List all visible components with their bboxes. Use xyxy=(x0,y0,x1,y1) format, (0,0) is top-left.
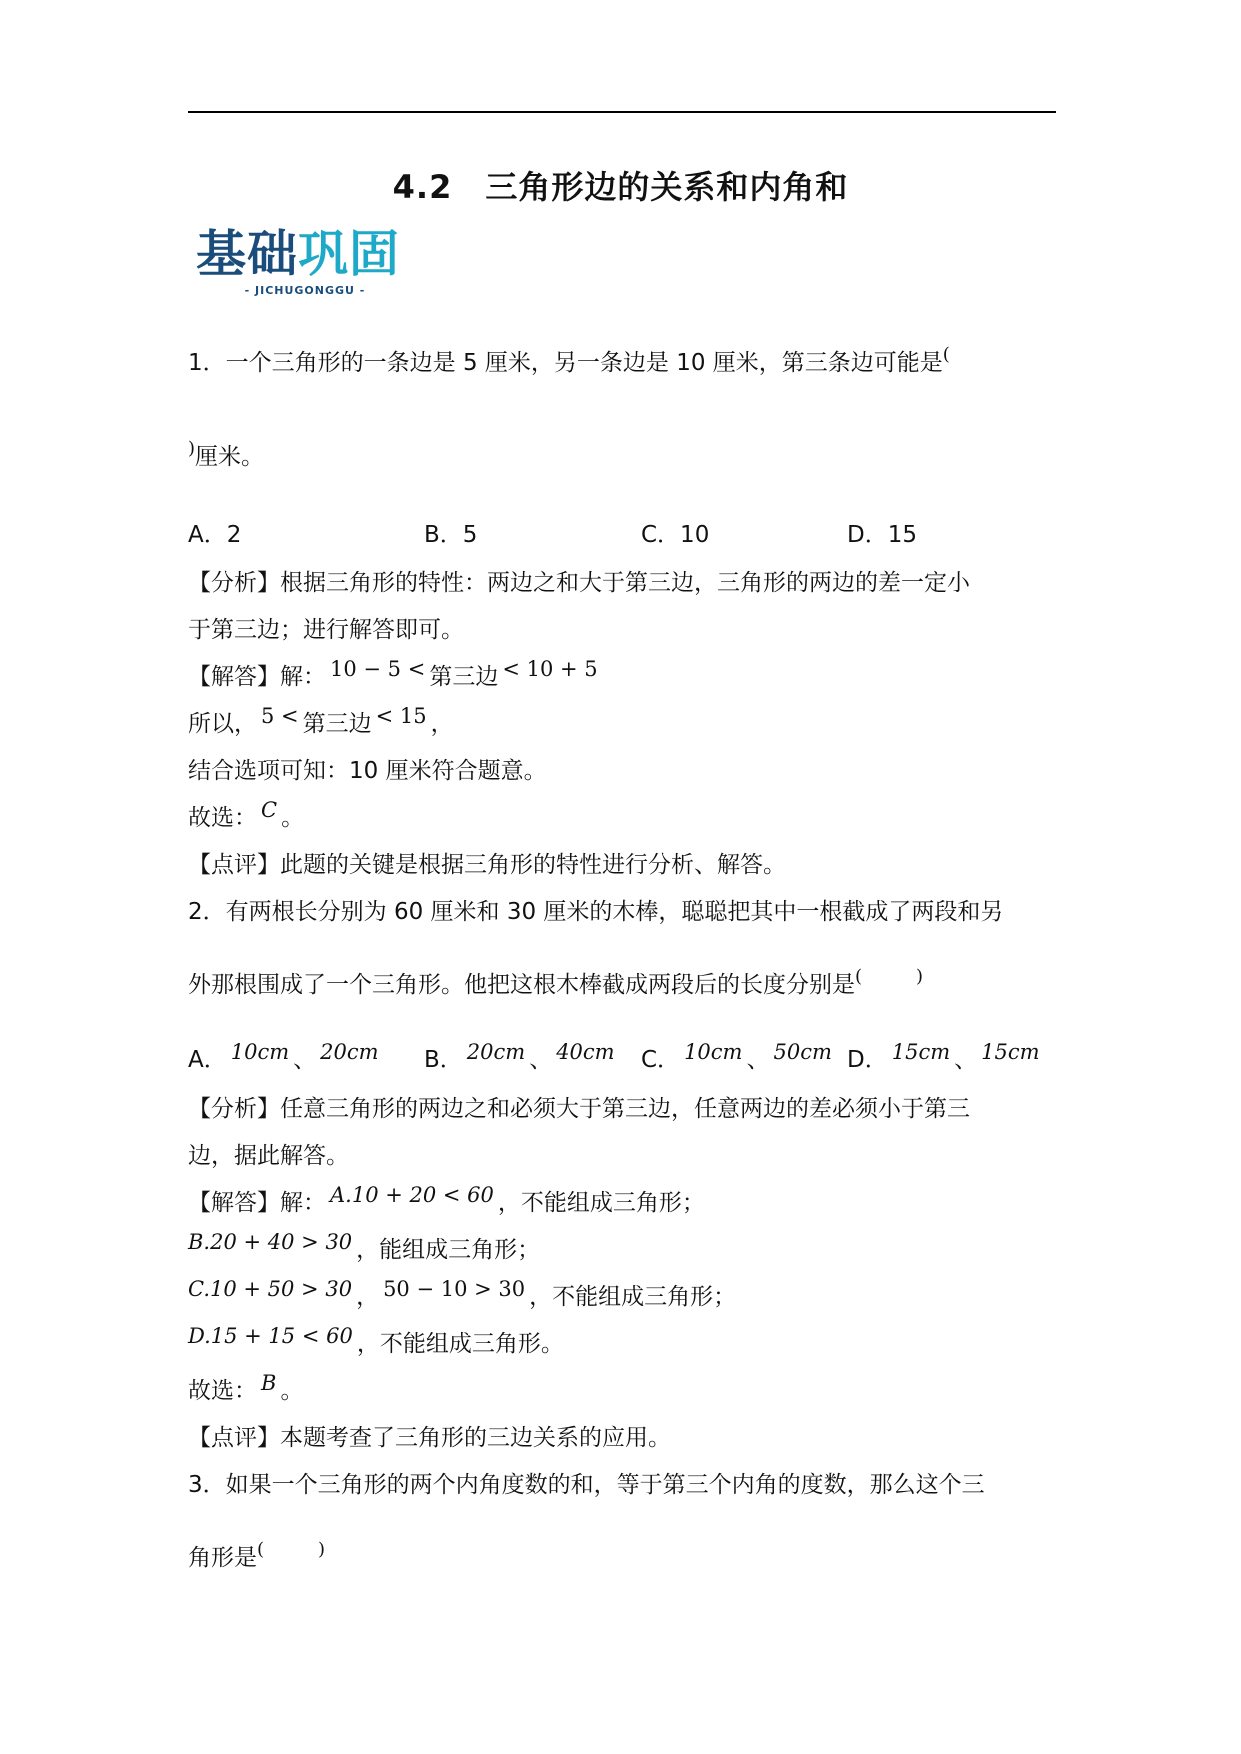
q3-stem-line1: 3．如果一个三角形的两个内角度数的和，等于第三个内角的度数，那么这个三 xyxy=(188,1472,985,1498)
q1-so-line: 所以， 5 < 第三边 < 15 ， xyxy=(188,704,454,737)
section-logo xyxy=(196,226,414,304)
page-title: 4.2 三角形边的关系和内角和 xyxy=(392,168,849,206)
q1-option-a: A．2 xyxy=(188,522,242,548)
q2-option-c: C． 10cm 、 50cm xyxy=(641,1040,832,1073)
q1-analysis-line1: 【分析】根据三角形的特性：两边之和大于第三边，三角形的两边的差一定小 xyxy=(188,570,970,596)
q2-stem-line1: 2．有两根长分别为 60 厘米和 30 厘米的木棒，聪聪把其中一根截成了两段和另 xyxy=(188,899,1004,925)
header-rule xyxy=(188,111,1056,113)
q1-combine-line: 结合选项可知：10 厘米符合题意。 xyxy=(188,758,547,784)
q1-analysis-line2: 于第三边；进行解答即可。 xyxy=(188,617,464,643)
q2-option-d: D． 15cm 、 15cm xyxy=(847,1040,1040,1073)
q2-option-b: B． 20cm 、 40cm xyxy=(424,1040,615,1073)
q2-analysis-line2: 边，据此解答。 xyxy=(188,1143,349,1169)
q2-analysis-line1: 【分析】任意三角形的两边之和必须大于第三边，任意两边的差必须小于第三 xyxy=(188,1096,970,1122)
q3-stem-line2: 角形是( ) xyxy=(188,1539,326,1571)
q1-stem-line1: 1．一个三角形的一条边是 5 厘米，另一条边是 10 厘米，第三条边可能是( xyxy=(188,344,950,376)
q2-solve-line-b: B.20 + 40 > 30 ，能组成三角形； xyxy=(188,1230,541,1263)
q2-solve-line-c: C.10 + 50 > 30 ， 50 − 10 > 30 ，不能组成三角形； xyxy=(188,1277,737,1310)
q2-stem-line2: 外那根围成了一个三角形。他把这根木棒截成两段后的长度分别是( ) xyxy=(188,966,924,998)
q1-solve-line: 【解答】解： 10 − 5 < 第三边 < 10 + 5 xyxy=(188,657,598,690)
q1-option-d: D．15 xyxy=(847,522,917,548)
q1-choice-line: 故选： C 。 xyxy=(188,798,305,831)
q2-solve-line-d: D.15 + 15 < 60 ，不能组成三角形。 xyxy=(188,1324,564,1357)
logo-main-b: 巩固 xyxy=(298,225,400,283)
q1-comment-line: 【点评】此题的关键是根据三角形的特性进行分析、解答。 xyxy=(188,852,786,878)
q2-comment-line: 【点评】本题考查了三角形的三边关系的应用。 xyxy=(188,1425,671,1451)
q2-choice-line: 故选： B 。 xyxy=(188,1371,304,1404)
q2-solve-line-a: 【解答】解： A.10 + 20 < 60 ，不能组成三角形； xyxy=(188,1183,705,1216)
logo-main-a: 基础 xyxy=(196,225,298,283)
q1-option-c: C．10 xyxy=(641,522,710,548)
logo-subtitle: - JICHUGONGGU - xyxy=(244,284,366,297)
q1-option-b: B．5 xyxy=(424,522,478,548)
q2-option-a: A． 10cm 、 20cm xyxy=(188,1040,379,1073)
q1-stem-line2: )厘米。 xyxy=(188,438,265,470)
